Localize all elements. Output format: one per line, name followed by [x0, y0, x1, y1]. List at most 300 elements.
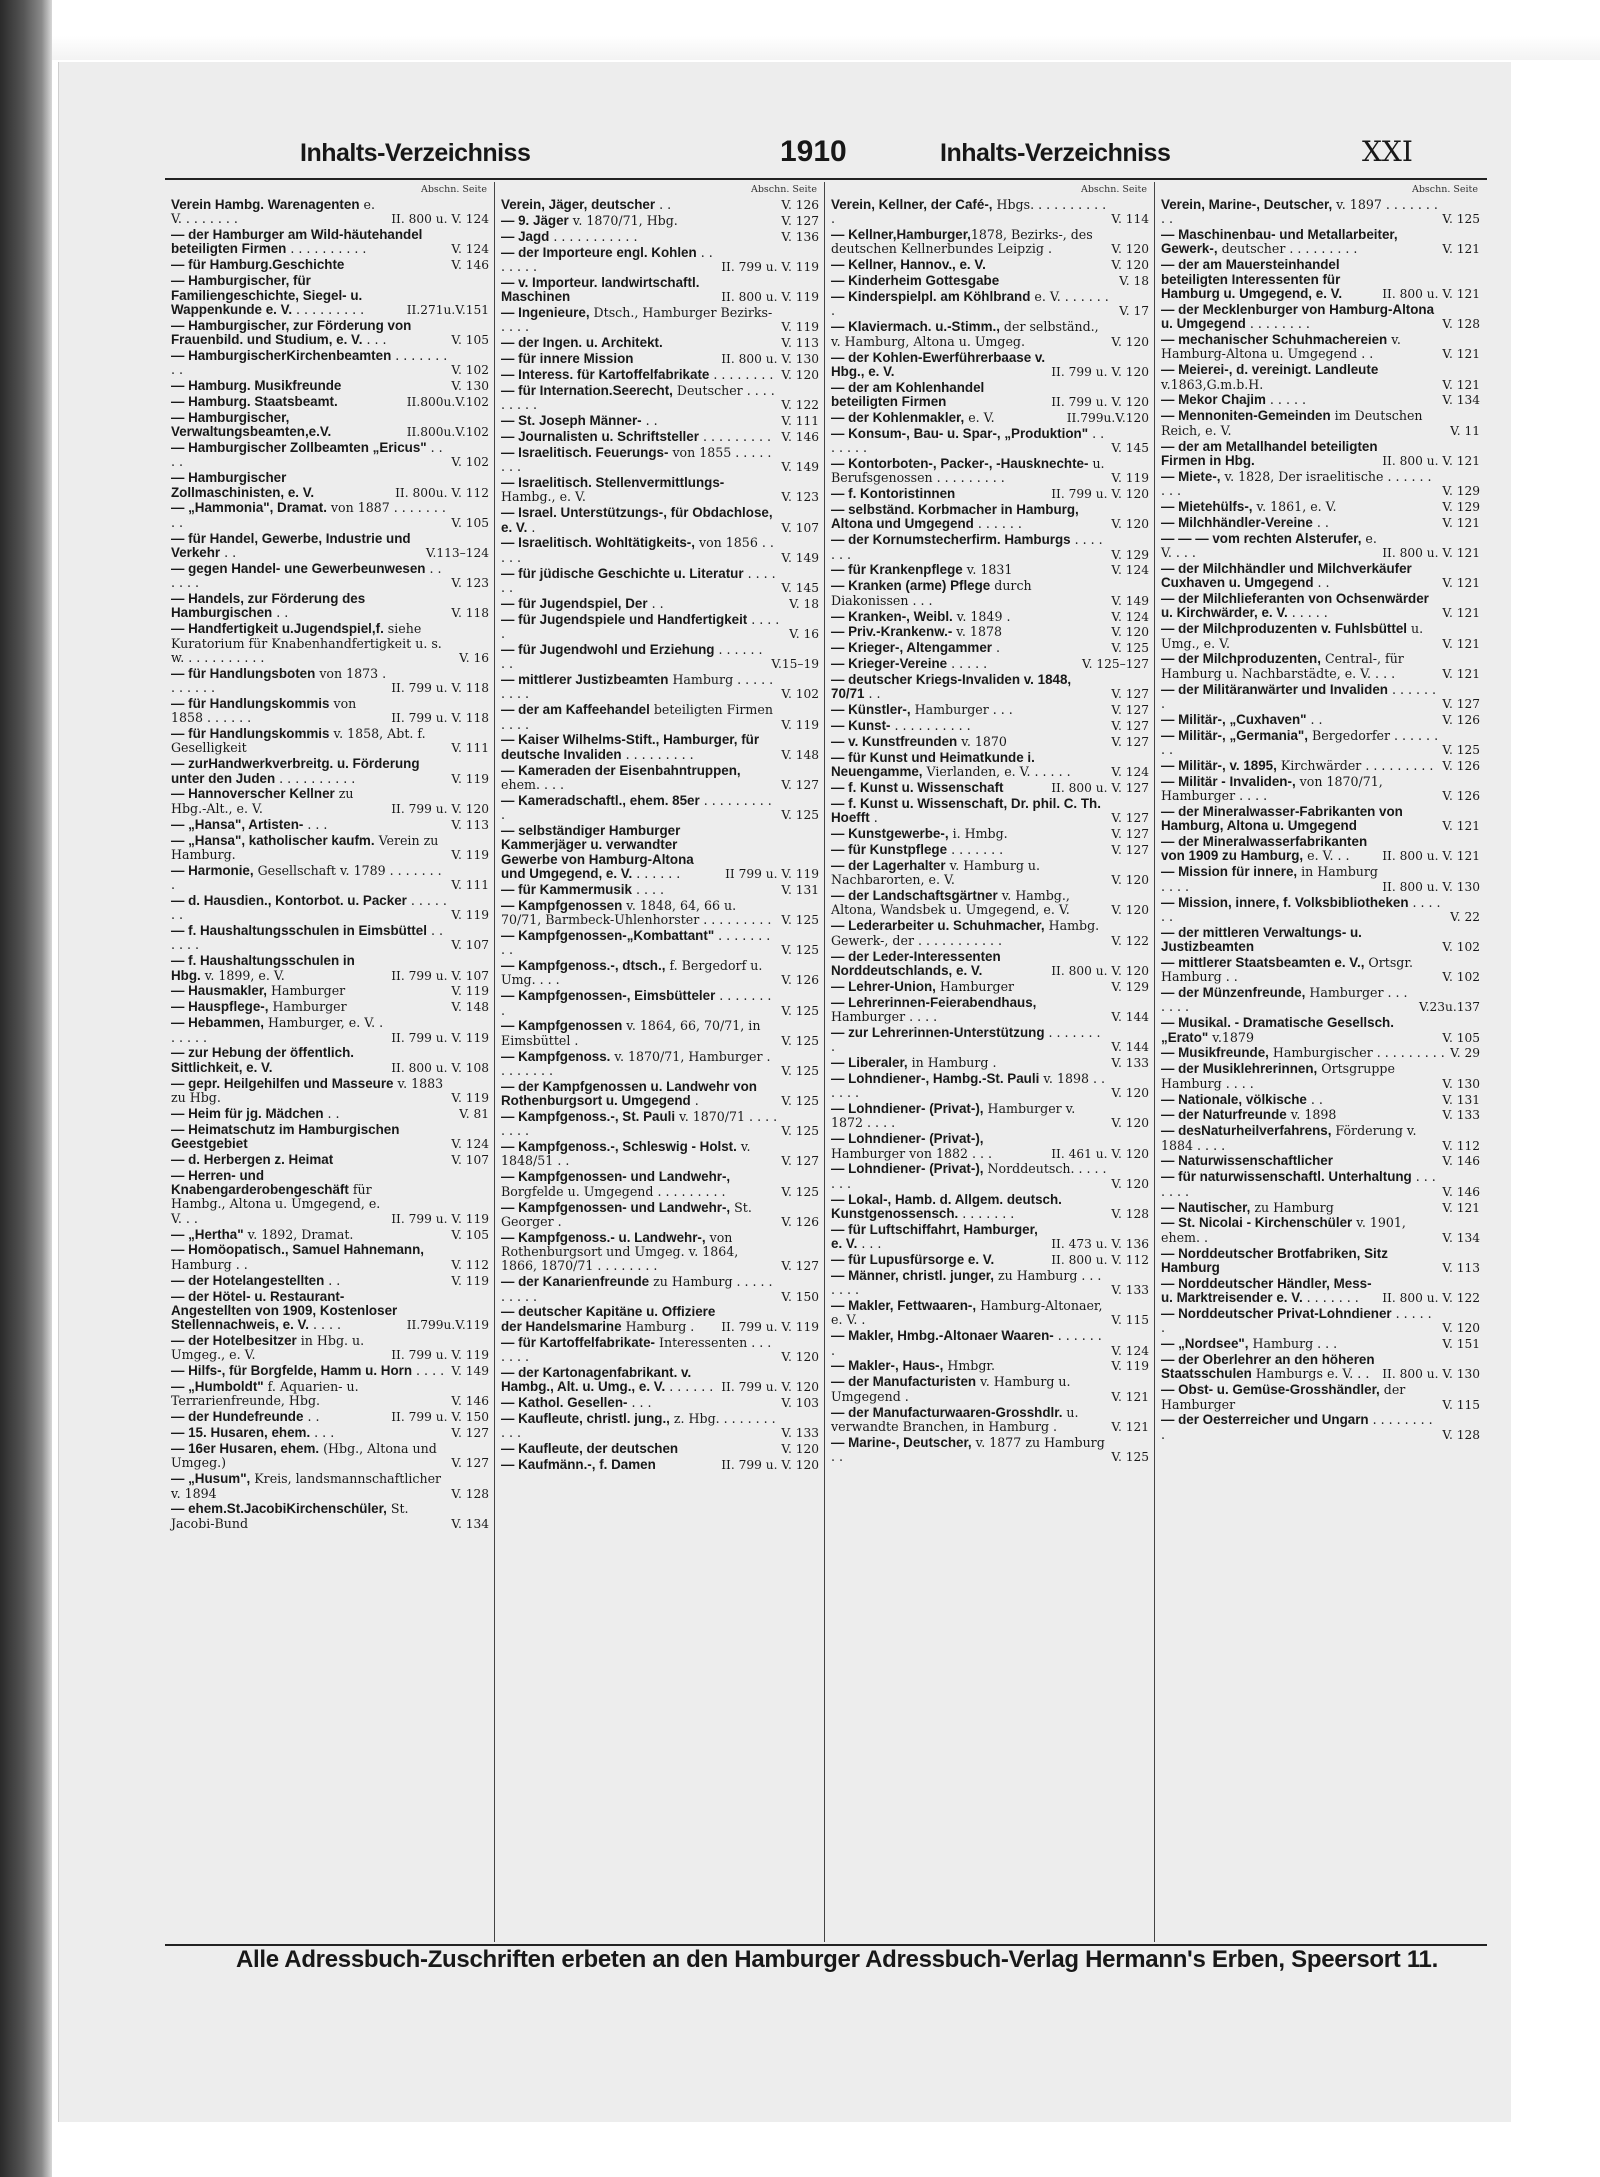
entry-text	[501, 446, 777, 475]
entry-text	[831, 381, 1047, 410]
index-entry	[1161, 470, 1480, 499]
entry-detail: Borgfelde u. Umgegend . . . . . . . . .	[501, 1183, 726, 1199]
index-entry	[1161, 228, 1480, 257]
entry-keyword: — Mennoniten-Gemeinden	[1161, 408, 1331, 424]
entry-detail: .	[991, 640, 1000, 656]
entry-text	[501, 246, 717, 275]
entry-text	[831, 996, 1107, 1025]
entry-keyword: — Miete-,	[1161, 468, 1221, 484]
entry-detail: . . . . . .	[171, 923, 443, 953]
index-entry	[831, 579, 1149, 608]
index-entry	[831, 827, 1149, 841]
entry-reference: V. 112	[451, 1257, 489, 1272]
header-right-title: Inhalts-Verzeichniss	[940, 139, 1171, 167]
entry-detail: . . . . . . . . . .	[275, 770, 356, 786]
index-entry	[1161, 713, 1480, 727]
entry-reference: V. 119	[451, 908, 489, 923]
entry-text	[831, 1072, 1107, 1101]
entry-keyword: — Kampfgenossen- und Landwehr-,	[501, 1199, 731, 1215]
entry-reference: V. 120	[1111, 517, 1149, 532]
entry-detail: zu Hamburg . . . . . . . . . .	[501, 1274, 773, 1304]
index-entry	[501, 959, 819, 988]
entry-detail: v. 1870/71, Hamburger . . . . . . . .	[501, 1048, 771, 1078]
entry-text	[831, 843, 1107, 857]
entry-keyword: — für innere Mission	[501, 351, 634, 367]
entry-reference: V. 119	[1111, 471, 1149, 486]
entry-text	[501, 506, 777, 535]
entry-keyword: — Maschinenbau- und Metallarbeiter, Gewerk-,	[1161, 227, 1398, 257]
entry-detail: v. 1831	[962, 562, 1013, 578]
index-entry	[831, 1026, 1149, 1055]
entry-reference: V. 146	[451, 258, 489, 273]
index-entry	[501, 883, 819, 897]
entry-detail: . . . . . . . . .	[1161, 1412, 1433, 1442]
entry-reference: V. 127	[1111, 827, 1149, 842]
index-entry	[501, 899, 819, 928]
entry-text	[1161, 198, 1438, 227]
entry-reference: II.799u.V.119	[406, 1318, 489, 1333]
entry-detail: . . .	[627, 1394, 652, 1410]
entry-text	[831, 719, 1107, 733]
entry-detail: . . . . . . . . .	[621, 746, 694, 762]
entry-reference: V. 119	[781, 320, 819, 335]
entry-text	[171, 954, 387, 983]
entry-text	[501, 643, 767, 672]
index-entry	[831, 735, 1149, 749]
entry-detail: v.1863,G.m.b.H.	[1161, 376, 1264, 392]
entry-text	[831, 351, 1047, 380]
entry-keyword: — für jüdische Geschichte u. Literatur	[501, 565, 744, 581]
entry-keyword: — Nautischer,	[1161, 1199, 1251, 1215]
index-entry	[831, 1406, 1149, 1435]
index-column	[495, 182, 825, 1942]
entry-reference: V. 131	[781, 882, 819, 897]
entry-reference: V. 146	[1442, 1154, 1480, 1169]
entry-keyword: — der Kartonagenfabrikant. v. Hambg., Alt. u. Umg., e. V.	[501, 1364, 692, 1395]
entry-detail: . . .	[362, 332, 387, 348]
entry-reference: V. 124	[1111, 765, 1149, 780]
entry-detail: . . . . . .	[171, 560, 442, 591]
index-entry	[831, 1299, 1149, 1328]
entry-keyword: — Kampfgenossen	[501, 897, 623, 913]
entry-reference: V. 119	[451, 984, 489, 999]
entry-keyword: — Musikal. - Dramatische Gesellsch. „Erato"	[1161, 1015, 1394, 1045]
entry-text	[831, 625, 1107, 639]
column-head: Abschn. Seite	[1080, 184, 1147, 195]
index-column	[165, 182, 495, 1942]
entry-keyword: — für Jugendspiele und Handfertigkeit	[501, 611, 748, 627]
entry-keyword: — Lehrer-Union,	[831, 978, 936, 994]
index-entry	[1161, 500, 1480, 514]
entry-reference: V. 105	[1442, 1030, 1480, 1045]
entry-detail: . . . . . . .	[171, 892, 447, 923]
entry-detail: Hamburger . . . .	[831, 1008, 938, 1024]
entry-text	[171, 1046, 387, 1075]
entry-reference: V. 144	[1111, 1040, 1149, 1055]
entry-text	[171, 501, 447, 530]
entry-reference: V. 18	[1119, 274, 1149, 289]
entry-detail: . . . . . . .	[958, 1205, 1015, 1221]
index-entry	[831, 1132, 1149, 1161]
entry-keyword: — Naturwissenschaftlicher	[1161, 1153, 1333, 1169]
entry-reference: II. 799 u. V. 150	[391, 1410, 489, 1425]
entry-text	[831, 980, 1107, 994]
index-entry	[831, 859, 1149, 888]
index-entry	[831, 751, 1149, 780]
entry-detail: Hamburger, e. V. . . . . . .	[171, 1015, 384, 1045]
entry-reference: V. 121	[1442, 515, 1480, 530]
entry-detail: Ortsgruppe Hamburg . . . .	[1161, 1061, 1395, 1091]
entry-reference: II. 799 u. V. 120	[1051, 487, 1149, 502]
entry-keyword: — für Kunstpflege	[831, 842, 948, 858]
entry-keyword: — Jagd	[501, 228, 550, 244]
entry-detail: in Hamburg .	[907, 1055, 997, 1070]
entry-keyword: — für Hamburg.Geschichte	[171, 257, 345, 273]
entry-detail: . . . . . . . . . . .	[549, 228, 638, 244]
entry-keyword: — der Milchhändler und Milchverkäufer Cuxhaven u. Umgegend	[1161, 560, 1412, 591]
entry-detail: . . . .	[412, 1363, 445, 1379]
entry-text	[1161, 363, 1438, 392]
entry-detail: (Hbg., Altona und Umgeg.)	[171, 1441, 437, 1471]
entry-keyword: — der Manufacturwaaren-Grosshdlr.	[831, 1404, 1063, 1420]
entry-detail: . . . . .	[947, 656, 988, 672]
entry-text	[831, 1359, 1107, 1373]
entry-detail: durch Diakonissen . . .	[831, 578, 1032, 608]
index-entry	[831, 781, 1149, 795]
entry-keyword: — Kaufmänn.-, f. Damen	[501, 1456, 656, 1472]
entry-text	[831, 950, 1047, 979]
entry-detail: . .	[1306, 711, 1323, 727]
running-header	[300, 135, 1430, 175]
entry-detail: . . . . . . .	[1161, 681, 1436, 711]
index-entry	[1161, 1093, 1480, 1107]
entry-reference: V. 129	[1111, 547, 1149, 562]
entry-text	[501, 764, 777, 793]
entry-text	[171, 319, 447, 348]
entry-text	[171, 1000, 447, 1014]
entry-text	[501, 230, 777, 244]
entry-reference: II. 799 u. V. 120	[1051, 364, 1149, 379]
entry-reference: V. 120	[781, 368, 819, 383]
entry-detail: . . . . . . . . . .	[890, 718, 971, 734]
entry-reference: V. 151	[1442, 1337, 1480, 1352]
index-entry	[831, 1269, 1149, 1298]
index-entry	[831, 797, 1149, 826]
entry-text	[171, 592, 447, 621]
index-entry	[1161, 1062, 1480, 1091]
index-entry	[501, 643, 819, 672]
index-entry	[831, 457, 1149, 486]
index-entry	[501, 597, 819, 611]
index-entry	[501, 703, 819, 732]
entry-keyword: — „Nordsee",	[1161, 1336, 1249, 1352]
entry-reference: V. 128	[1442, 1427, 1480, 1442]
index-entry	[171, 411, 489, 440]
entry-keyword: — Heimatschutz im Hamburgischen Geestgebiet	[171, 1121, 400, 1151]
entry-text	[1161, 470, 1438, 499]
entry-reference: V. 111	[781, 414, 819, 429]
index-entry	[1161, 592, 1480, 621]
entry-keyword: — Kunstgewerbe-,	[831, 826, 949, 842]
entry-text	[1161, 1307, 1438, 1336]
index-entry	[501, 430, 819, 444]
index-entry	[501, 1275, 819, 1304]
entry-text	[171, 1123, 447, 1152]
entry-keyword: — Harmonie,	[171, 862, 254, 878]
entry-text	[1161, 516, 1438, 530]
entry-reference: V. 149	[1111, 593, 1149, 608]
entry-detail: . . . . . . . .	[709, 367, 774, 383]
index-entry	[501, 567, 819, 596]
entry-keyword: — Hamburgischer, Verwaltungsbeamten,e.V.	[171, 409, 332, 440]
entry-keyword: — Hausmakler,	[171, 983, 268, 999]
entry-detail: u. Berufsgenossen . . . . . . . . .	[831, 455, 1105, 486]
entry-text	[1161, 532, 1378, 561]
entry-keyword: — — — vom rechten Alsterufer,	[1161, 530, 1362, 546]
index-entry	[1161, 516, 1480, 530]
index-entry	[171, 727, 489, 756]
index-entry	[501, 1140, 819, 1169]
entry-keyword: — Mission, innere, f. Volksbibliotheken	[1161, 894, 1409, 910]
entry-text	[171, 228, 447, 257]
entry-keyword: — d. Herbergen z. Heimat	[171, 1151, 334, 1167]
entry-text	[501, 430, 777, 444]
entry-keyword: — Kathol. Gesellen-	[501, 1394, 628, 1410]
entry-reference: V. 22	[1450, 909, 1480, 924]
entry-reference: V. 134	[1442, 393, 1480, 408]
entry-keyword: — „Husum",	[171, 1471, 251, 1487]
entry-reference: V. 102	[1442, 970, 1480, 985]
entry-reference: V. 120	[781, 1442, 819, 1457]
entry-keyword: — der Kampfgenossen u. Landwehr von Rothenburgsort u. Umgegend	[501, 1078, 757, 1109]
entry-keyword: — Makler, Hmbg.-Altonaer Waaren-	[831, 1328, 1054, 1344]
entry-reference: V. 119	[451, 771, 489, 786]
entry-text	[831, 735, 1107, 749]
entry-reference: II. 800 u. V. 119	[721, 290, 819, 305]
index-entry	[831, 290, 1149, 319]
entry-text	[501, 883, 777, 897]
index-entry	[171, 562, 489, 591]
index-entry	[171, 1290, 489, 1333]
entry-text	[1161, 926, 1438, 955]
entry-keyword: — Journalisten u. Schriftsteller	[501, 428, 699, 444]
entry-detail: . . . . . .	[501, 565, 776, 595]
index-entry	[831, 657, 1149, 671]
entry-reference: V. 121	[1442, 377, 1480, 392]
index-entry	[831, 351, 1149, 380]
entry-detail: v. 1870	[957, 734, 1007, 750]
entry-text	[831, 859, 1107, 888]
entry-detail: v. Hamburg-Altona u. Umgegend . .	[1161, 332, 1401, 362]
entry-reference: V. 102	[451, 363, 489, 378]
entry-text	[831, 1056, 1107, 1070]
index-entry	[831, 1375, 1149, 1404]
entry-keyword: — Krieger-Vereine	[831, 656, 948, 672]
entry-detail: v. 1883 zu Hbg.	[171, 1075, 444, 1105]
index-entry	[831, 427, 1149, 456]
entry-keyword: — der Hamburger am Wild-häutehandel beteiligten Firmen	[171, 227, 423, 257]
entry-text	[1161, 258, 1378, 301]
entry-text	[171, 1410, 387, 1424]
index-entry	[171, 1472, 489, 1501]
entry-reference: V. 115	[1442, 1397, 1480, 1412]
entry-detail: zu Hamburg . . . . . . .	[831, 1267, 1102, 1298]
entry-detail: . . . . . . . . .	[501, 927, 771, 958]
entry-reference: II. 800 u. V. 112	[1051, 1253, 1149, 1268]
entry-keyword: — „Hansa", katholischer kaufm.	[171, 832, 375, 848]
index-entry	[171, 818, 489, 832]
index-entry	[501, 536, 819, 565]
entry-reference: V. 126	[781, 198, 819, 212]
entry-reference: V.113–124	[425, 545, 489, 560]
entry-keyword: — Makler, Fettwaaren-,	[831, 1298, 977, 1314]
index-entry	[171, 1380, 489, 1409]
entry-keyword: — der am Metallhandel beteiligten Firmen in Hbg.	[1161, 438, 1378, 468]
index-entry	[171, 1426, 489, 1440]
entry-text	[171, 1077, 447, 1106]
entry-detail: . . . . . . . .	[501, 988, 772, 1018]
entry-reference: V. 123	[451, 576, 489, 591]
index-entry	[1161, 562, 1480, 591]
entry-keyword: — der Mecklenburger von Hamburg-Altona u. Umgegend	[1161, 301, 1435, 332]
index-entry	[171, 984, 489, 998]
entry-keyword: — der Musiklehrerinnen,	[1161, 1061, 1318, 1077]
index-entry	[501, 673, 819, 702]
entry-keyword: — für Kunst und Heimatkunde i. Neuengamme,	[831, 749, 1035, 780]
index-entry	[501, 1366, 819, 1395]
entry-text	[1161, 759, 1438, 773]
entry-detail: . . . . . . . .	[831, 1024, 1101, 1055]
index-entry	[501, 352, 819, 366]
entry-detail: Kirchwärder . . . . . . . . .	[1276, 757, 1434, 773]
entry-text	[831, 198, 1107, 227]
index-entry	[831, 487, 1149, 501]
index-entry	[1161, 729, 1480, 758]
entry-text	[501, 1366, 717, 1395]
index-entry	[501, 989, 819, 1018]
index-entry	[1161, 759, 1480, 773]
entry-keyword: Verein, Jäger, deutscher	[501, 197, 656, 212]
entry-keyword: — HamburgischerKirchenbeamten	[171, 347, 392, 363]
index-columns	[165, 182, 1487, 1942]
entry-keyword: — Kampfgenossen-„Kombattant"	[501, 927, 715, 943]
entry-keyword: — Marine-, Deutscher,	[831, 1434, 972, 1450]
entry-detail: . .	[1313, 575, 1330, 591]
entry-text	[171, 411, 403, 440]
entry-text	[831, 797, 1107, 826]
entry-text	[171, 1016, 387, 1045]
index-entry	[1161, 683, 1480, 712]
index-entry	[171, 834, 489, 863]
entry-reference: V. 120	[1111, 334, 1149, 349]
entry-reference: V. 127	[781, 213, 819, 228]
entry-keyword: — Meierei-, d. vereinigt. Landleute	[1161, 362, 1379, 378]
index-entry	[171, 924, 489, 953]
index-entry	[1161, 532, 1480, 561]
entry-text	[831, 781, 1047, 795]
entry-detail: . . . . . . .	[831, 1328, 1102, 1358]
entry-reference: V. 125	[781, 943, 819, 958]
index-entry	[831, 381, 1149, 410]
index-entry	[171, 1364, 489, 1378]
entry-reference: V. 148	[451, 1000, 489, 1015]
index-column	[825, 182, 1155, 1942]
entry-detail: Hamburger . . .	[910, 702, 1013, 718]
entry-text	[831, 673, 1107, 702]
entry-detail: . .	[647, 595, 664, 611]
entry-detail: v. 1877 zu Hamburg . .	[831, 1434, 1105, 1465]
entry-detail: e. V. . . .	[1161, 530, 1377, 560]
index-entry	[171, 1334, 489, 1363]
entry-reference: V. 136	[781, 229, 819, 244]
entry-reference: V. 102	[781, 687, 819, 702]
entry-reference: V. 112	[1442, 1138, 1480, 1153]
entry-keyword: — Militär-, v. 1895,	[1161, 757, 1277, 773]
entry-reference: V. 124	[1111, 609, 1149, 624]
entry-text	[1161, 729, 1438, 758]
entry-keyword: — mittlerer Justizbeamten	[501, 672, 669, 688]
entry-keyword: — Israelitisch. Feuerungs-	[501, 444, 669, 460]
entry-keyword: — der Oberlehrer an den höheren Staatsschulen	[1161, 1352, 1375, 1382]
entry-reference: V. 133	[1111, 1283, 1149, 1298]
entry-reference: V. 146	[781, 429, 819, 444]
entry-text	[1161, 986, 1415, 1015]
index-entry	[831, 198, 1149, 227]
entry-keyword: — f. Kunst u. Wissenschaft, Dr. phil. C. Th. Hoefft	[831, 796, 1101, 826]
entry-detail: . . . . . .	[632, 865, 681, 881]
entry-reference: II. 800 u. V. 130	[721, 352, 819, 367]
entry-reference: II. 799 u. V. 119	[721, 1319, 819, 1334]
entry-reference: II. 800 u. V. 121	[1382, 849, 1480, 864]
entry-text	[171, 274, 403, 317]
entry-keyword: — der Kohlen-Ewerführerbaase v. Hbg., e. V.	[831, 349, 1046, 379]
index-entry	[1161, 258, 1480, 301]
entry-text	[501, 1170, 777, 1199]
entry-keyword: — d. Hausdien., Kontorbot. u. Packer	[171, 892, 407, 908]
entry-keyword: — Ingenieure,	[501, 305, 590, 321]
entry-text	[1161, 1108, 1438, 1122]
footer-notice: Alle Adressbuch-Zuschriften erbeten an den Hamburger Adressbuch-Verlag Hermann's Erben, Speersort 11.	[236, 1946, 1438, 1973]
header-rule	[165, 178, 1487, 180]
index-entry	[171, 1016, 489, 1045]
index-entry	[831, 703, 1149, 717]
index-entry	[831, 1329, 1149, 1358]
entry-reference: V. 127	[1111, 687, 1149, 702]
entry-reference: II. 800 u. V. 122	[1382, 1291, 1480, 1306]
entry-text	[831, 657, 1078, 671]
entry-detail: . . . . . . .	[1161, 1169, 1436, 1199]
entry-text	[171, 532, 422, 561]
entry-keyword: — Kampfgenoss.	[501, 1048, 611, 1064]
entry-keyword: — für Handel, Gewerbe, Industrie und Verkehr	[171, 530, 411, 560]
entry-keyword: — mittlerer Staatsbeamten e. V.,	[1161, 954, 1365, 970]
entry-text	[501, 1442, 777, 1456]
index-entry	[501, 1336, 819, 1365]
index-entry	[1161, 1337, 1480, 1351]
index-entry	[1161, 1353, 1480, 1382]
entry-text	[831, 1329, 1107, 1358]
entry-detail: Hamburgischer . . . . . . . . .	[1268, 1045, 1445, 1061]
entry-reference: V. 111	[451, 741, 489, 756]
entry-detail: Verein zu Hamburg.	[171, 832, 439, 862]
index-entry	[831, 980, 1149, 994]
entry-text	[1161, 956, 1438, 985]
entry-reference: V. 125	[781, 1094, 819, 1109]
entry-text	[1161, 1154, 1438, 1168]
index-entry	[501, 368, 819, 382]
entry-keyword: — für Kammermusik	[501, 881, 632, 897]
index-entry	[501, 1442, 819, 1456]
